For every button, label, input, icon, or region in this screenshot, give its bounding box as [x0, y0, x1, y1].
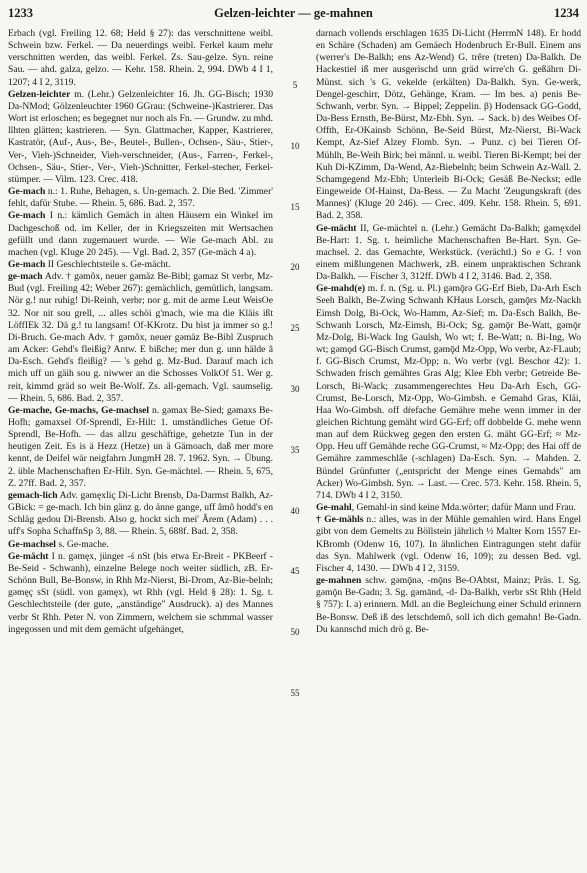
entry-headword: Ge-mache, Ge-machs, Ge-machsel	[8, 404, 150, 416]
running-title: Gelzen-leichter — ge-mahnen	[214, 6, 373, 20]
line-number: 25	[290, 323, 300, 334]
entry-headword: Gelzen-leichter	[8, 88, 71, 100]
page-header	[8, 6, 579, 24]
dictionary-entry	[8, 89, 273, 186]
entry-text: schw. gəmǭnə, -mǭns Be-OAbtst, Mainz; Präs. 1. Sg. gəmǭn Be-Gadn; 3. Sg. gəmānd, -d- Da-Balkh, verbr sSt Rhh (Held § 757): I. a) erinnern. Mdl. an die Begleichung einer Schuld erinnern Be-Bonsw. Deß iß des letschdemô, soll ich dich gemahn! Be-Gadn. Du kannschd mich drö g. Be-	[316, 575, 581, 635]
dictionary-entry	[316, 575, 581, 636]
entry-headword: ge-mahnen	[316, 575, 362, 587]
dictionary-entry	[8, 28, 273, 89]
line-number: 40	[290, 505, 300, 516]
dictionary-entry	[316, 223, 581, 284]
entry-text: n.: 1. Ruhe, Behagen, s. Un-gemach. 2. Die Bed. 'Zimmer' fehlt, dafür Stube. — Rhein. 5, 686. Bad. 2, 357.	[8, 186, 273, 210]
entry-text: , Gemahl-in sind keine Mda.wörter; dafür Mann und Frau.	[351, 502, 576, 514]
entry-text: m. (Lehr.) Gelzenleichter 16. Jh. GG-Bisch; 1930 Da-NMod; Gölzenleuchter 1960 GGrau: (Schweine-)Kastrierer. Das Wort ist erloschen; es begegnet nur noch als Fn. — Grundw. zu mhd. lîhten glätten; kastrieren. — Syn. Glattmacher, Kapper, Kastrierer, Kastratör, (Auf-, Aus-, Be-, Beutel-, Bullen-, Ochsen-, Säu-, Stier-, Ver-, Vieh-)Schneider, Vieh-verschneider, (Aus-, Farren-, Ferkel-, Ochsen-, Säu-, Stier-, Ver-, Vieh-)Schnitter, Ferkel-stecher, Ferkel-stümper. — Vilm. 123. Crec. 418.	[8, 88, 273, 185]
line-number: 55	[290, 688, 300, 698]
entry-text: Adv. gəmęxliç Di-Licht Brensb, Da-Darmst Balkh, Az-GBick: = ge-mach. Ich bin gänz g. do änne gange, uff âmô hodd's en Schläg gedou Di-Brensb. Also g. hockt sich mei' Ârem (Adam) . . . uff's Sopha SchaffnSp 3, 88. — Rhein. 5, 688f. Bad. 2, 358.	[8, 489, 273, 538]
page-number-left: 1233	[8, 6, 33, 20]
line-number: 20	[290, 262, 300, 273]
entry-text: darnach vollends erschlagen 1635 Di-Licht (HerrmN 148). Er hodd en Schäre (Schaden) am Gemäech Hodenbruch Er-Bull. Einem ans (werrer's De-Balkh; ens Az-Wend) G. trêre (treten) Da-Balkh. De Hackestiel iß mer ausgerischd unn gräd wirre'ch G. geßährn Di-Münst. sich 's G. vekelde (erkälten) Da-Balkh. Syn. Ge-werk, Dengel-geschirr, Dötz, Gehänge, Kram. — Im bes. a) penis Be-Schwanh, verbr. Syn. → Bippel; Zeppelin. β) Hodensack GG-Godd, Da-Bess Ernsth, Be-Bürst, Mz-Ebh. Syn. → Sack. b) des Weibes Of-Offth, Er-OKainsb Schönn, Be-Seid Bürst, Mz-Nierst, Bi-Wack Kempt, Az-Sief Alzey Flomb. Syn. → Punz. c) bei Tieren Of-Mühlh, Be-Weih Birk; bei männl. u. weibl. Tieren Bi-Kempt; bei der Kuh Di-KZimm, Da-Wend, Az-Biebelnh; beim Schwein Az-Wall. 2. Schamgegend Mz-Ebh; Unterleib Bi-Ock; Gesäß Be-Neckst; edle Eingeweide Of-Hainst, Da-Bess. — Zu Macht 'Zeugungskraft (des Mannes)' (Kluge 20 246). — Crec. 409. Kehr. 158. Rhein. 5, 691. Bad. 2, 358.	[316, 28, 581, 222]
line-number: 5	[292, 80, 298, 90]
dictionary-entry	[8, 551, 273, 636]
entry-text: II, Ge-mächtel n. (Lehr.) Gemächt Da-Balkh; gəmęxdel Be-Hart: 1. Sg. t. heimliche Machenschaften Be-Hart. Syn. Ge-machsel. 2. das Gemachte, Werkstück. (verächtl.) So e G. ! von einem mißlungenen Machwerk, zB. einem unpraktischen Schrank Da-Balkh. — Fischer 3, 312ff. DWb 4 I 2, 3146. Bad. 2, 358.	[316, 222, 581, 283]
entry-text: II Geschlechtsteile s. Ge-mächt.	[45, 258, 171, 270]
entry-headword: Ge-mahd(e)	[316, 283, 366, 295]
entry-text: s. Ge-mache.	[55, 538, 109, 550]
entry-headword: Ge-mach	[8, 186, 46, 198]
dictionary-entry	[8, 490, 273, 539]
dictionary-entry	[8, 210, 273, 259]
entry-headword: ge-mach	[8, 271, 43, 283]
entry-text: n.: alles, was in der Mühle gemahlen wird. Hans Engel gibt von dem Gemelts zu Böllstein jährlich ½ Malter Korn 1557 Er-KBromb (Odenw 16, 107). In ähnlichen Eintragungen steht dafür das Syn. Mahlwerk (vgl. Odenw 16, 109); zu dessen Bed. vgl. Fischer 4, 1430. — DWb 4 I 2, 3159.	[316, 514, 581, 574]
entry-text: Adv. † gəmôx, neuer gəmäz Be-Bibl; gəmaz St verbr, Mz-Bud (vgl. Freiling 42; Weber 267): gemächlich, gemütlich, langsam. Nör g.! nur ruhig! Di-Reinh, verbr; nor g. mit de arme Leut WeisOe 32. Nor nit sou grell, ... alles schöi g'mach, wie ma die Kläis ißt LöffIEk 32. Dä g.! tu langsam! Of-KKrotz. Du bist ja immer so g.! Di-Bruch. Ge-mach Adv. † gəmôx, neuer gəmäz Be-Bibl Zuspruch am Acker: Gehd's fleißig? Antw. E bißche; mer dun g. unn hälde â Da-Esch. Gehd's fleißig? — 's gehd g. Mz-Bud. Darauf mach ich mich uff un gäih sou g. niwwer an die Schosses VolkOf 51. Wer g. reit, kimmd gräd so weit Be-Wolf. Zs. all-gemach. Vgl. saumselig. — Rhein. 5, 686. Bad. 2, 357.	[8, 271, 273, 404]
dictionary-entry	[8, 271, 273, 405]
entry-headword: Ge-machsel	[8, 538, 56, 550]
dictionary-entry	[316, 28, 581, 223]
line-number: 15	[290, 201, 300, 212]
dictionary-entry	[8, 259, 273, 271]
dictionary-entry	[8, 539, 273, 551]
dictionary-entry	[316, 502, 581, 514]
left-column	[8, 28, 273, 636]
dictionary-entry	[8, 186, 273, 210]
right-column	[316, 28, 581, 636]
entry-headword: Ge-mahl	[316, 502, 352, 514]
dictionary-entry	[316, 514, 581, 575]
entry-text: n. gəmax Be-Sied; gəmaxs Be-Hofh; gəmaxsel Of-Sprendl, Er-Hilt: 1. umständliches Getue Of-Sprendl, Be-Hofh. — das allzu geschäftige, gehetzte Tun in der heutigen Zeit. Es is ä Hezz (Hetze) un ä Gämoach, daß mer more kennt, de Deifel wär neigfahrn JungmH 28. 7. 1962. Syn. → Übung. 2. üble Machenschaften Er-Hilt. Syn. Ge-mächtel. — Rhein. 5, 675, Z. 27ff. Bad. 2, 357.	[8, 404, 274, 489]
entry-text: m. f. n. (Sg. u. Pl.) gəmǭrə GG-Erf Bieb, Da-Arh Esch Seeh Balkh, Be-Zwing Schwanh KHaus Lorsch, gəmǭrs Mz-Nackh Eimsh Dolg, Bi-Ock, Wo-Hamm, Az-Sief; m. Da-Esch Balkh, Be-Schwanh Lorsch, Mz-Eimsh, Bi-Ock; Sg. gəmǭr Be-Watt, gəmǭr Mz-Dolg, Bi-Wack Ing Gaulsh, Wo wt; f. Be-Watt; n. Bi-Ing, Wo wt; gəmǫd GG-Bisch Crumst, gəmǭd Mz-Opp, Wo verbr, Az-FLaub; f. GG-Bisch Crumst, Mz-Opp; n. Wo verbr (vgl. Beschor 42): 1. Schwaden frisch gemähtes Gras Alg; Klee Ebh verbr; Getreide Be-Lorsch, Bi-Wack; zusammengerechtes Heu Da-Arh Esch, GG-Crumst, Be-Lorsch, Mz-Opp, Wo-Gimbsh. e Gemahd Gras, Kläi, Haa Wo-Gimbsh. off dṙefache Gemähre mehe wenn immer in der gleichen Richtung gemäht wird GG-Erf; off dobbelde G. mehe wenn man auf dem Rückweg gegen den ersten G. mäht GG-Erf; ≈ Mz-Opp. Heu uff Gemähde reche GG-Crumst, ≈ Mz-Opp; des Hai off de Gemähre zammeschlâe (-schlagen) Da-Esch. Syn. → Mahden. 2. Bündel Grünfutter („entspricht der Menge eines Gemahds" am Acker) Wo-Gimbsh. Syn. → Last. — Crec. 573. Kehr. 158. Rhein. 5, 714. DWb 4 I 2, 3150.	[316, 283, 581, 501]
dictionary-entry	[316, 283, 581, 502]
entry-headword: gemach-lich	[8, 489, 58, 501]
line-number: 35	[290, 444, 300, 455]
entry-headword: Ge-mach	[8, 210, 46, 222]
entry-headword: Ge-mächt	[8, 550, 49, 562]
entry-headword: † Ge-mähls	[316, 514, 364, 526]
line-number: 50	[290, 627, 300, 638]
entry-text: Erbach (vgl. Freiling 12. 68; Held § 27): das verschnittene weibl. Schwein bzw. Ferkel. — Da neuerdings weibl. Ferkel kaum mehr verschnitten werden, das weibl. Ferkel. Zs. Sau-gelze. Syn. reine Sau. — ahd. galza, gelzo. — Kehr. 158. Rhein. 2, 994. DWb 4 I 1, 1207; 4 I 2, 3119.	[8, 28, 273, 88]
entry-headword: Ge-mach	[8, 258, 46, 270]
line-number: 45	[290, 566, 300, 577]
dictionary-entry	[8, 405, 273, 490]
entry-text: I n. gəmęx, jünger -ś nSt (bis etwa Er-Breit - PKBeerf - Be-Seid - Schwanh), einzelne Belege noch weiter südlich, zB. Er-Schönn Bull, Be-Bonsw, in Rhh Mz-Nierst, Bi-Drom, Az-Bie-belnh; gəmęç sSt (südl. von gəmęx), wt Rhh (vgl. Held § 28): 1. Sg. t. Geschlechtsteile (der gute, „anständige" Ausdruck). a) des Mannes verbr St Rhh. Peter N. von Zimmern, welchem sie schmmal wasser ingegossen und mit dem gemächt ufgehänget,	[8, 550, 273, 635]
line-number: 10	[290, 140, 300, 151]
entry-text: I n.: kämlich Gemäch in alten Häusern ein Winkel im Dachgeschoß od. im Keller, der in Kriegszeiten mit Wertsachen gefüllt und dann zugemauert wurde. — Wie Ge-mach Abl. zu machen (vgl. Kluge 20 245). — Vgl. Bad. 2, 357 (Ge-mäch 4 a).	[8, 210, 273, 258]
page-number-right: 1234	[554, 6, 579, 20]
line-number: 30	[290, 384, 300, 394]
entry-headword: Ge-mächt	[316, 222, 357, 234]
